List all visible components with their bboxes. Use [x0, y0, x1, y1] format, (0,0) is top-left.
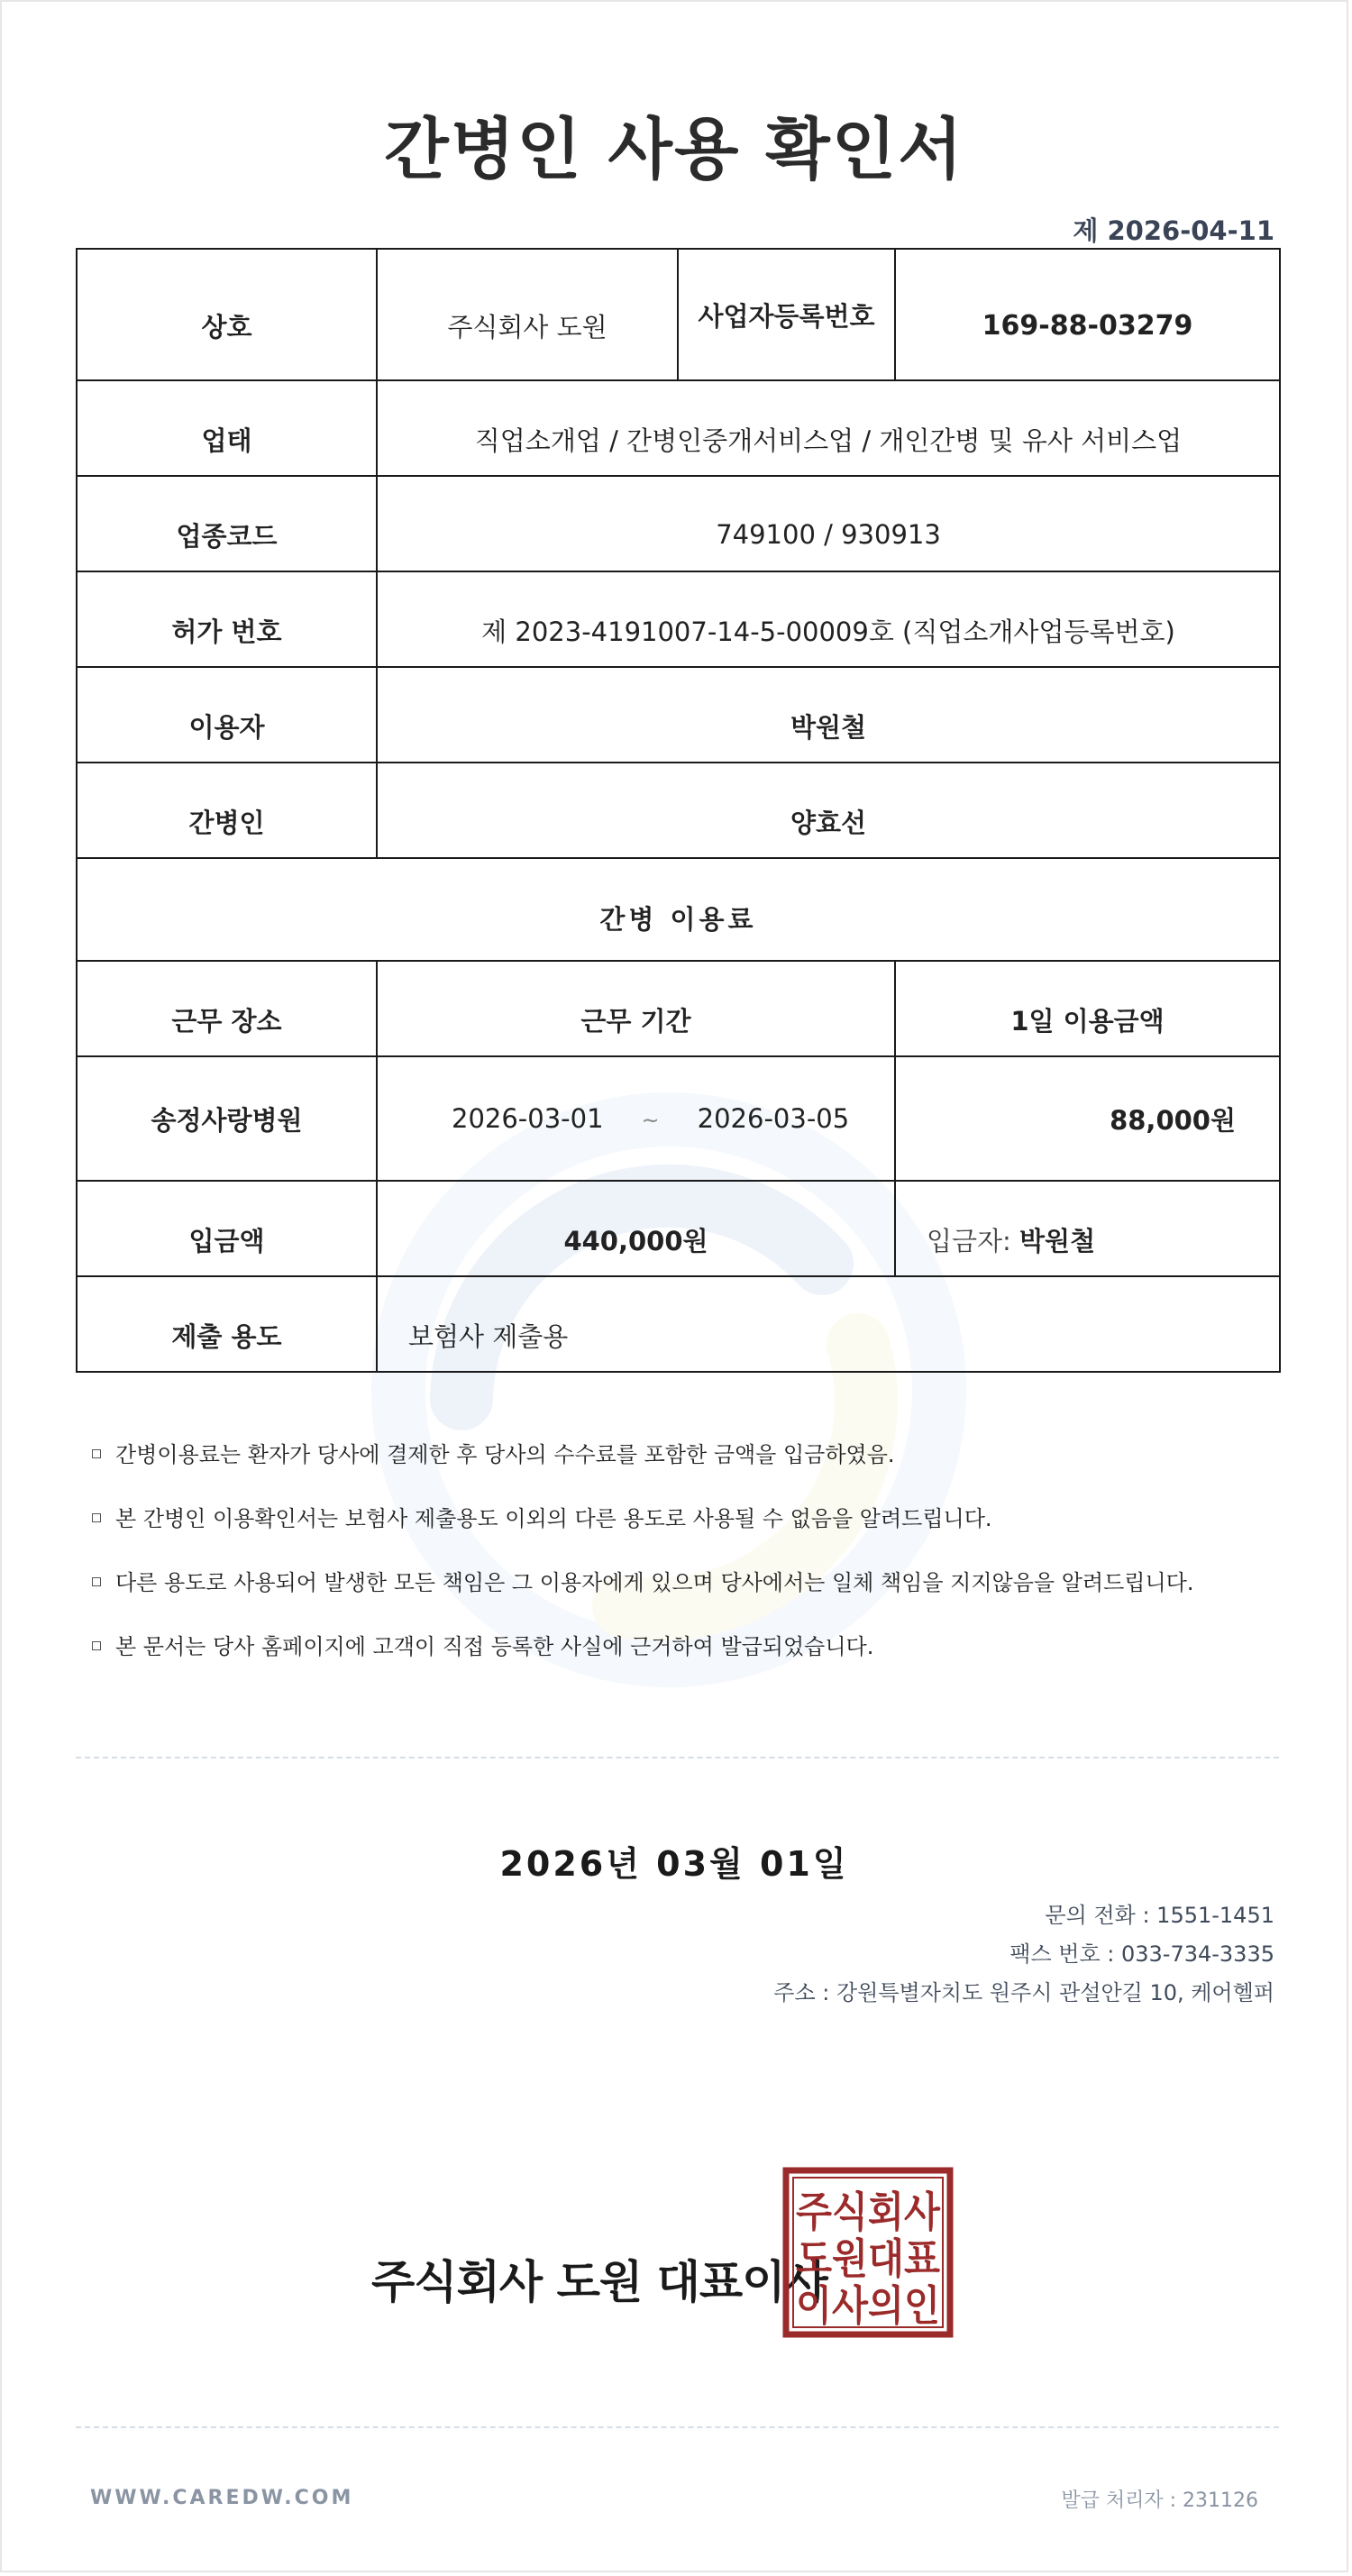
list-item — [92, 1508, 1282, 1530]
table-row — [77, 1056, 1280, 1181]
contact-phone: 문의 전화 : 1551-1451 — [1045, 1903, 1274, 1928]
list-item — [92, 1572, 1282, 1594]
table-row — [77, 858, 1280, 961]
note-text: 다른 용도로 사용되어 발생한 모든 책임은 그 이용자에게 있으며 당사에서는 일체 책임을 지지않음을 알려드립니다. — [115, 1570, 1194, 1595]
user-label: 이용자 — [77, 667, 377, 763]
table-row — [77, 249, 1280, 380]
industry-code-label: 업종코드 — [77, 476, 377, 571]
list-item — [92, 1636, 1282, 1658]
deposit-amount: 440,000원 — [377, 1181, 895, 1276]
company-seal-stamp — [782, 2167, 954, 2338]
table-row — [77, 1276, 1280, 1372]
period-start: 2026-03-01 — [452, 1103, 604, 1134]
table-row — [77, 380, 1280, 476]
column-header-location: 근무 장소 — [77, 961, 377, 1056]
bullet-square-icon — [92, 1449, 101, 1458]
contact-fax: 팩스 번호 : 033-734-3335 — [1009, 1941, 1274, 1967]
list-item — [92, 1444, 1282, 1466]
purpose-value: 보험사 제출용 — [377, 1276, 1280, 1372]
column-header-period: 근무 기간 — [377, 961, 895, 1056]
table-row — [77, 961, 1280, 1056]
table-row — [77, 1181, 1280, 1276]
bullet-square-icon — [92, 1641, 101, 1650]
business-type-value: 직업소개업 / 간병인중개서비스업 / 개인간병 및 유사 서비스업 — [377, 380, 1280, 476]
svg-text:주식회사: 주식회사 — [796, 2188, 941, 2236]
business-type-label: 업태 — [77, 380, 377, 476]
svg-text:도원대표: 도원대표 — [796, 2234, 941, 2283]
fee-section-title: 간병 이용료 — [77, 858, 1280, 961]
contact-info — [773, 1896, 1274, 2013]
bizreg-label: 사업자등록번호 — [678, 249, 895, 380]
company-label: 상호 — [77, 249, 377, 380]
purpose-label: 제출 용도 — [77, 1276, 377, 1372]
period-value — [377, 1056, 895, 1181]
ceo-signature-line: 주식회사 도원 대표이사 — [371, 2256, 827, 2308]
deposit-label: 입금액 — [77, 1181, 377, 1276]
company-value: 주식회사 도원 — [377, 249, 678, 380]
confirmation-table — [76, 248, 1281, 1373]
user-value: 박원철 — [377, 667, 1280, 763]
document-title: 간병인 사용 확인서 — [384, 111, 964, 188]
note-text: 본 간병인 이용확인서는 보험사 제출용도 이외의 다른 용도로 사용될 수 없음을 알려드립니다. — [115, 1506, 992, 1531]
industry-code-value: 749100 / 930913 — [377, 476, 1280, 571]
contact-address: 주소 : 강원특별자치도 원주시 관설안길 10, 케어헬퍼 — [773, 1980, 1274, 2005]
payer-label: 입금자: — [927, 1225, 1011, 1256]
period-separator: ~ — [641, 1108, 660, 1133]
license-label: 허가 번호 — [77, 571, 377, 667]
issue-date: 2026년 03월 01일 — [499, 1844, 849, 1884]
document-number: 제 2026-04-11 — [1073, 215, 1274, 246]
notes-list — [92, 1444, 1282, 1700]
svg-text:이사의인: 이사의인 — [796, 2281, 940, 2330]
footer-issuer: 발급 처리자 : 231126 — [1061, 2489, 1258, 2512]
bullet-square-icon — [92, 1513, 101, 1522]
note-text: 간병이용료는 환자가 당사에 결제한 후 당사의 수수료를 포함한 금액을 입금하였음. — [115, 1442, 895, 1467]
table-row — [77, 476, 1280, 571]
caregiver-value: 양효선 — [377, 763, 1280, 858]
caregiver-label: 간병인 — [77, 763, 377, 858]
payer-cell — [895, 1181, 1280, 1276]
column-header-daily: 1일 이용금액 — [895, 961, 1280, 1056]
footer-divider — [76, 2426, 1279, 2428]
bizreg-value: 169-88-03279 — [895, 249, 1280, 380]
location-value: 송정사랑병원 — [77, 1056, 377, 1181]
table-row — [77, 667, 1280, 763]
daily-amount: 88,000원 — [895, 1056, 1280, 1181]
payer-name: 박원철 — [1019, 1225, 1096, 1256]
license-value: 제 2023-4191007-14-5-00009호 (직업소개사업등록번호) — [377, 571, 1280, 667]
bullet-square-icon — [92, 1577, 101, 1586]
table-row — [77, 763, 1280, 858]
divider — [76, 1757, 1279, 1758]
table-row — [77, 571, 1280, 667]
period-end: 2026-03-05 — [697, 1103, 850, 1134]
footer-website: WWW.CAREDW.COM — [90, 2487, 354, 2509]
note-text: 본 문서는 당사 홈페이지에 고객이 직접 등록한 사실에 근거하여 발급되었습니다. — [115, 1634, 874, 1659]
